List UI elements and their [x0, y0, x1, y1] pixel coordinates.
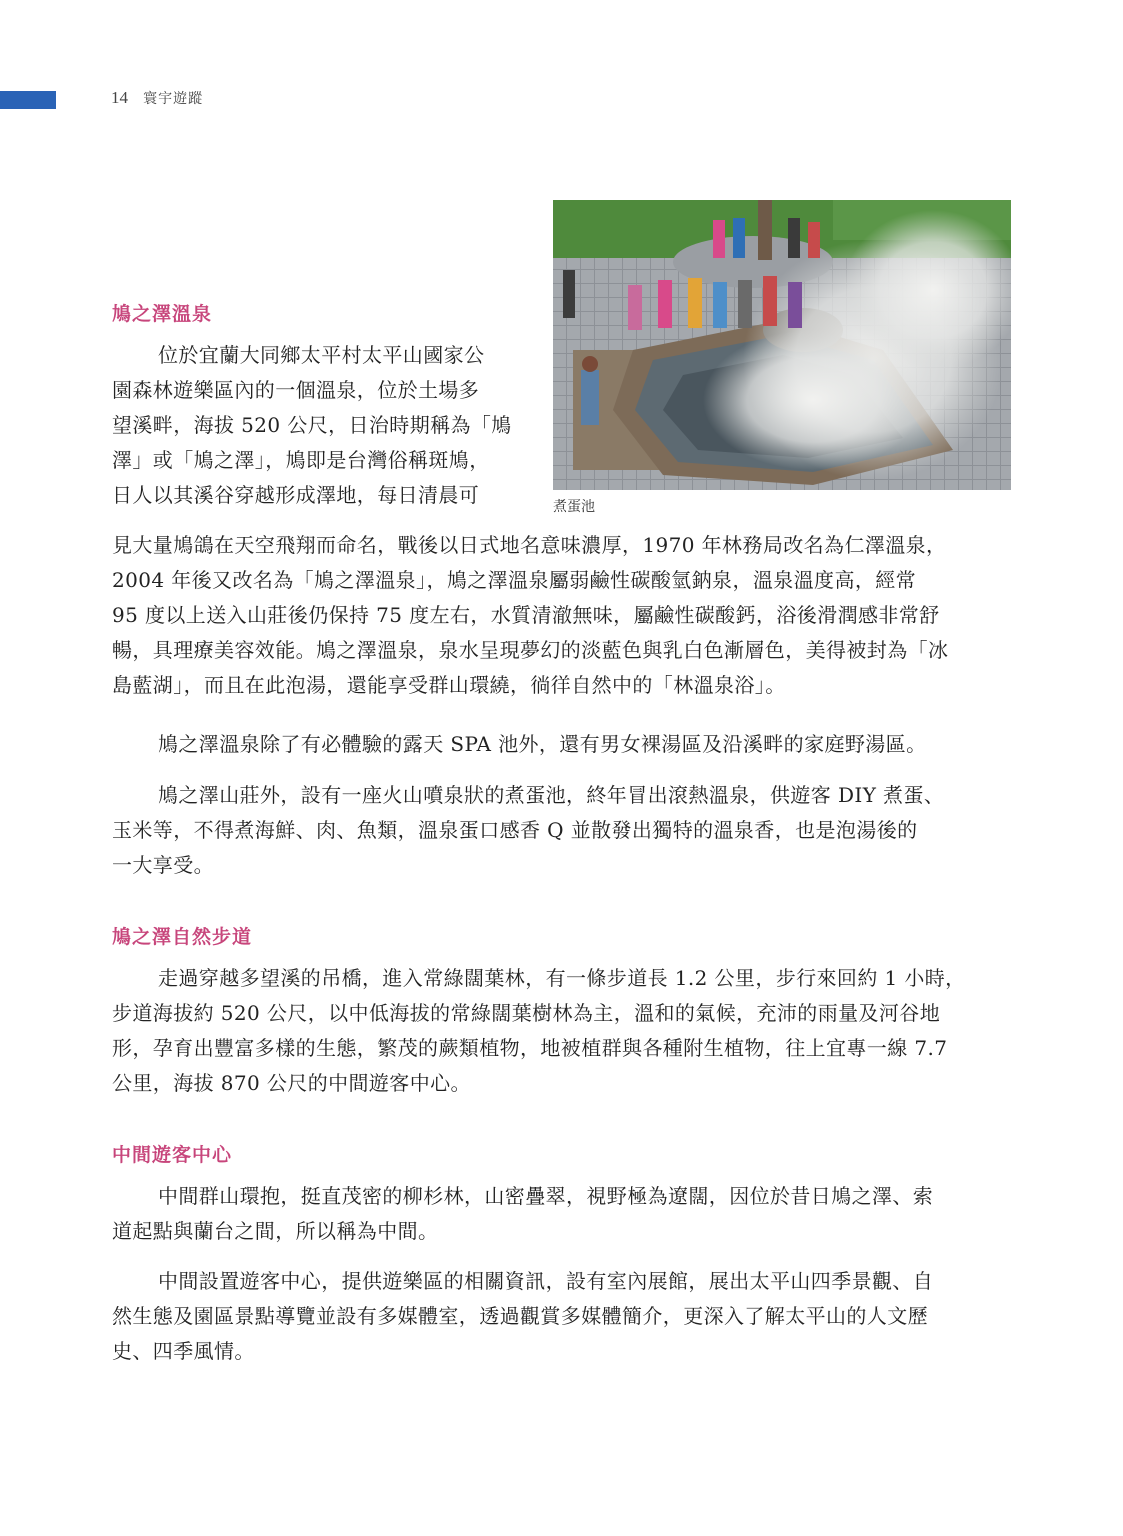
text-line: 日人以其溪谷穿越形成澤地，每日清晨可 [112, 483, 480, 507]
text-line: 園森林遊樂區內的一個溫泉，位於土場多 [112, 378, 480, 402]
photo-caption: 煮蛋池 [553, 499, 595, 515]
text-line: 中間群山環抱，挺直茂密的柳杉林，山密疊翠，視野極為遼闊，因位於昔日鳩之澤、索 [158, 1184, 934, 1208]
hot-spring-intro [112, 338, 520, 513]
text-line: 暢，具理療美容效能。鳩之澤溫泉，泉水呈現夢幻的淡藍色與乳白色漸層色，美得被封為「冰 [112, 638, 949, 662]
visitor-center-para1 [112, 1179, 1012, 1249]
text-line: 形，孕育出豐富多樣的生態，繁茂的蕨類植物，地被植群與各種附生植物，往上宜專一線 7.7 [112, 1036, 948, 1060]
text-line: 史、四季風情。 [112, 1339, 255, 1363]
text-line: 公里，海拔 870 公尺的中間遊客中心。 [112, 1071, 471, 1095]
hot-spring-continued [112, 528, 1012, 703]
text-line: 中間設置遊客中心，提供遊樂區的相關資訊，設有室內展館，展出太平山四季景觀、自 [158, 1269, 934, 1293]
text-line: 望溪畔，海拔 520 公尺，日治時期稱為「鳩 [112, 413, 512, 437]
visitor-center-para2 [112, 1264, 1012, 1369]
text-line: 走過穿越多望溪的吊橋，進入常綠闊葉林，有一條步道長 1.2 公里，步行來回約 1 小時， [158, 966, 966, 990]
text-line: 95 度以上送入山莊後仍保持 75 度左右，水質清澈無味，屬鹼性碳酸鈣，浴後滑潤感非常舒 [112, 603, 940, 627]
section-heading-trail: 鳩之澤自然步道 [112, 926, 253, 948]
hot-spring-para3 [112, 778, 1012, 883]
text-line: 玉米等，不得煮海鮮、肉、魚類，溫泉蛋口感香 Q 並散發出獨特的溫泉香，也是泡湯後的 [112, 818, 918, 842]
photo-illustration [553, 200, 1011, 490]
text-line: 見大量鳩鴿在天空飛翔而命名，戰後以日式地名意味濃厚，1970 年林務局改名為仁澤溫泉， [112, 533, 947, 557]
text-line: 道起點與蘭台之間，所以稱為中間。 [112, 1219, 439, 1243]
trail-para [112, 961, 1012, 1101]
section-heading-visitor-center: 中間遊客中心 [112, 1144, 233, 1166]
text-line: 一大享受。 [112, 853, 214, 877]
text-line: 澤」或「鳩之澤」，鳩即是台灣俗稱斑鳩， [112, 448, 490, 472]
text-line: 位於宜蘭大同鄉太平村太平山國家公 [158, 343, 485, 367]
page-number: 14 [111, 88, 128, 107]
page-header [111, 88, 203, 108]
chapter-tab-bar [0, 91, 56, 109]
section-heading-hot-spring: 鳩之澤溫泉 [112, 303, 213, 325]
text-line: 鳩之澤溫泉除了有必體驗的露天 SPA 池外，還有男女裸湯區及沿溪畔的家庭野湯區。 [158, 732, 927, 756]
egg-boiling-pool-photo [553, 200, 1011, 490]
text-line: 島藍湖」，而且在此泡湯，還能享受群山環繞，徜徉自然中的「林溫泉浴」。 [112, 673, 786, 697]
book-title: 寰宇遊蹤 [143, 91, 204, 107]
text-line: 步道海拔約 520 公尺，以中低海拔的常綠闊葉樹林為主，溫和的氣候，充沛的雨量及河谷地 [112, 1001, 941, 1025]
text-line: 2004 年後又改名為「鳩之澤溫泉」，鳩之澤溫泉屬弱鹼性碳酸氫鈉泉，溫泉溫度高，經常 [112, 568, 917, 592]
text-line: 然生態及園區景點導覽並設有多媒體室，透過觀賞多媒體簡介，更深入了解太平山的人文歷 [112, 1304, 928, 1328]
text-line: 鳩之澤山莊外，設有一座火山噴泉狀的煮蛋池，終年冒出滾熱溫泉，供遊客 DIY 煮蛋、 [158, 783, 945, 807]
hot-spring-para2 [112, 727, 1012, 762]
